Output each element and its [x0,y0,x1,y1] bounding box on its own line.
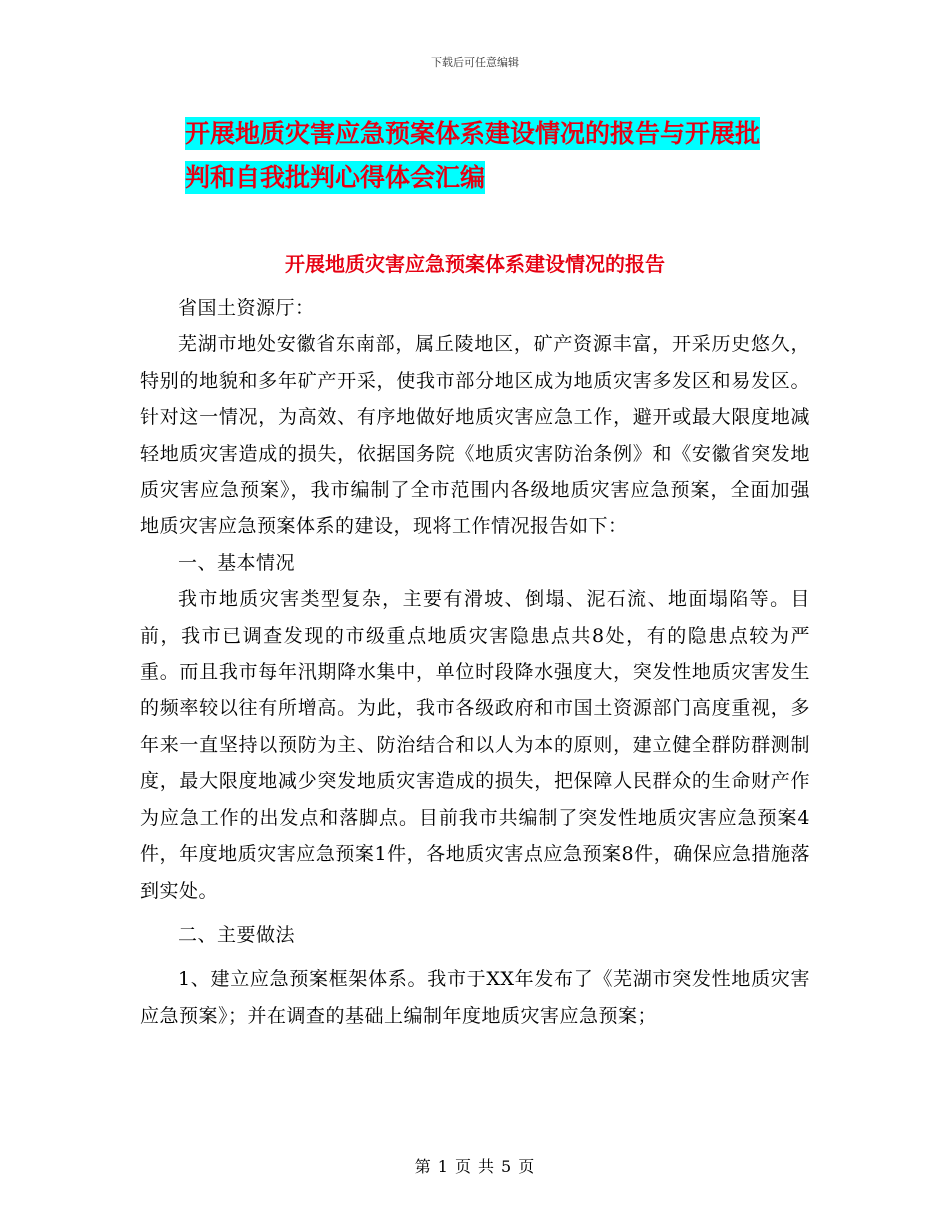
footer-prefix: 第 [414,1157,432,1176]
footer-total-prefix: 共 [478,1157,496,1176]
paragraph-intro: 芜湖市地处安徽省东南部，属丘陵地区，矿产资源丰富，开采历史悠久，特别的地貌和多年矿产开采，使我市部分地区成为地质灾害多发区和易发区。针对这一情况，为高效、有序地做好地质灾害应急工作，避开或最大限度地减轻地质灾害造成的损失，依据国务院《地质灾害防治条例》和《安徽省突发地质灾害应急预案》，我市编制了全市范围内各级地质灾害应急预案，全面加强地质灾害应急预案体系的建设，现将工作情况报告如下： [140,333,810,538]
heading-basic-situation: 一、基本情况 [178,551,296,574]
footer-suffix: 页 [518,1157,536,1176]
page-header-note: 下载后可任意编辑 [431,56,519,69]
salutation: 省国土资源厅： [178,297,315,319]
footer-current-page: 1 [437,1157,449,1176]
document-title [185,112,825,200]
section-title: 开展地质灾害应急预案体系建设情况的报告 [285,252,665,276]
document-title-line-2: 判和自我批判心得体会汇编 [185,163,486,192]
document-title-line-1: 开展地质灾害应急预案体系建设情况的报告与开展批 [185,119,761,148]
footer-total-pages: 5 [501,1157,513,1176]
paragraph-basic-situation: 我市地质灾害类型复杂，主要有滑坡、倒塌、泥石流、地面塌陷等。目前，我市已调查发现的市级重点地质灾害隐患点共8处，有的隐患点较为严重。而且我市每年汛期降水集中，单位时段降水强度大，突发性地质灾害发生的频率较以往有所增高。为此，我市各级政府和市国土资源部门高度重视，多年来一直坚持以预防为主、防治结合和以人为本的原则，建立健全群防群测制度，最大限度地减少突发地质灾害造成的损失，把保障人民群众的生命财产作为应急工作的出发点和落脚点。目前我市共编制了突发性地质灾害应急预案4件，年度地质灾害应急预案1件，各地质灾害点应急预案8件，确保应急措施落到实处。 [140,588,810,902]
heading-main-practices: 二、主要做法 [178,923,296,946]
page-footer [0,1154,950,1177]
footer-mid: 页 [454,1157,472,1176]
document-body [140,290,810,1034]
paragraph-practice-1: 1、建立应急预案框架体系。我市于XX年发布了《芜湖市突发性地质灾害应急预案》；并在调查的基础上编制年度地质灾害应急预案； [140,968,810,1027]
